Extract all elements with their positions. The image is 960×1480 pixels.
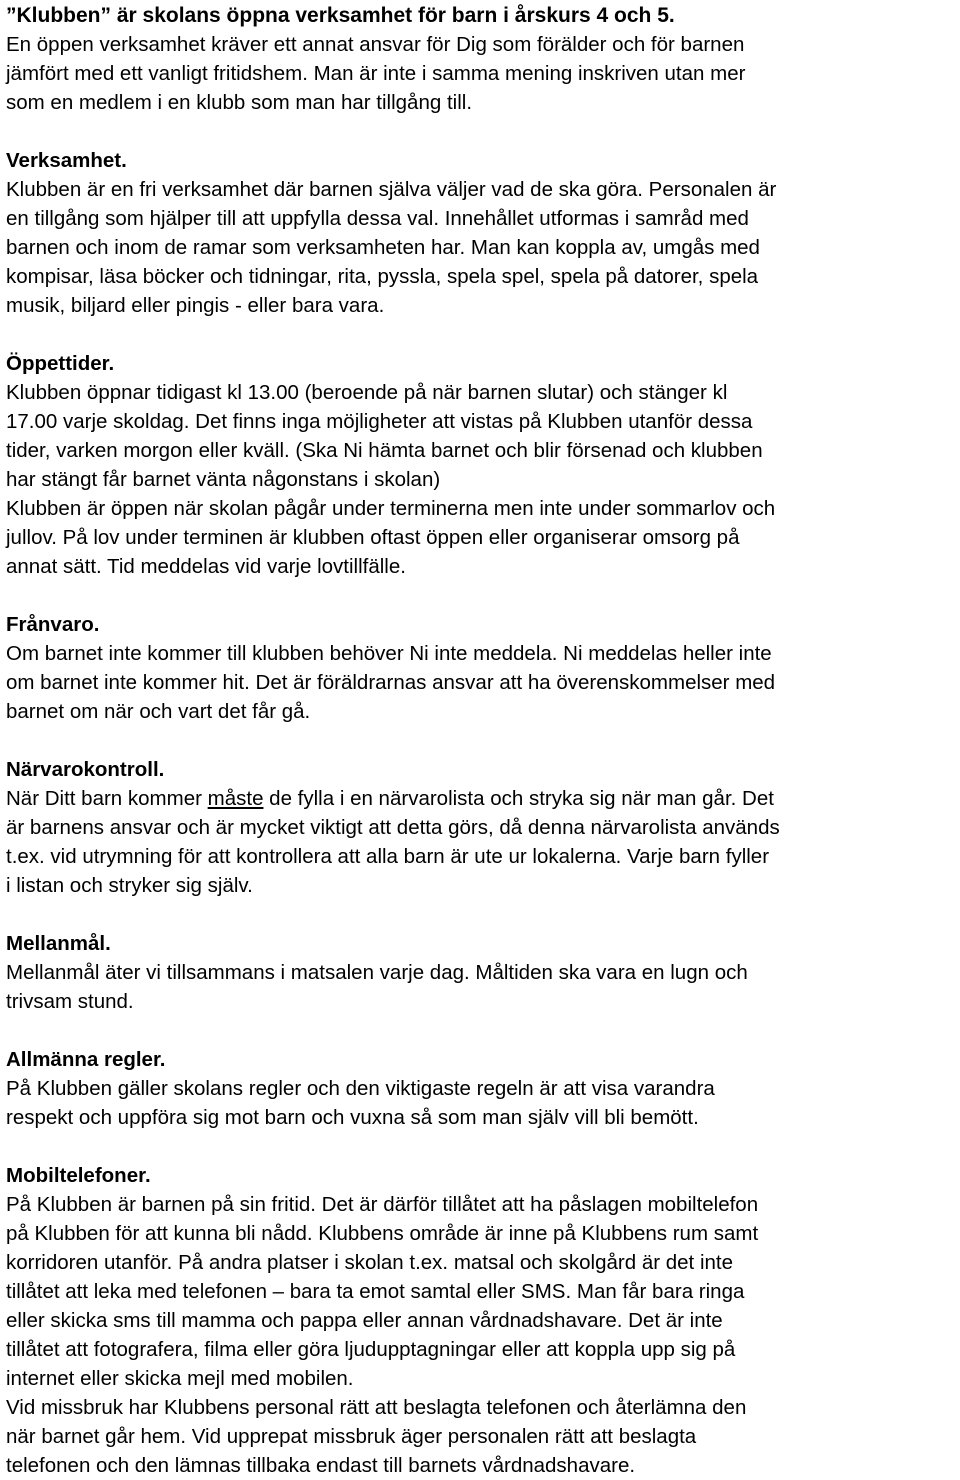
heading-mellanmal: Mellanmål. (6, 932, 111, 955)
document-title: ”Klubben” är skolans öppna verksamhet för barn i årskurs 4 och 5. (6, 4, 675, 27)
mobil-line: på Klubben för att kunna bli nådd. Klubbens område är inne på Klubbens rum samt (6, 1222, 759, 1245)
verksamhet-line: kompisar, läsa böcker och tidningar, rita, pyssla, spela spel, spela på datorer, spela (6, 265, 759, 288)
oppettider-line: jullov. På lov under terminen är klubben oftast öppen eller organiserar omsorg på (6, 526, 740, 549)
franvaro-line: om barnet inte kommer hit. Det är föräldrarnas ansvar att ha överenskommelser med (6, 671, 776, 694)
intro-line: som en medlem i en klubb som man har tillgång till. (6, 91, 473, 114)
mobil-line: eller skicka sms till mamma och pappa eller annan vårdnadshavare. Det är inte (6, 1309, 723, 1332)
mobil-line: telefonen och den lämnas tillbaka endast till barnets vårdnadshavare. (6, 1454, 636, 1477)
verksamhet-line: musik, biljard eller pingis - eller bara vara. (6, 294, 385, 317)
oppettider-line: har stängt får barnet vänta någonstans i skolan) (6, 468, 441, 491)
oppettider-line: Klubben öppnar tidigast kl 13.00 (beroende på när barnen slutar) och stänger kl (6, 381, 728, 404)
heading-franvaro: Frånvaro. (6, 613, 100, 636)
mellanmal-line: trivsam stund. (6, 990, 134, 1013)
regler-line: respekt och uppföra sig mot barn och vuxna så som man själv vill bli bemött. (6, 1106, 699, 1129)
oppettider-line: Klubben är öppen när skolan pågår under terminerna men inte under sommarlov och (6, 497, 776, 520)
narvaro-line-end: de fylla i en närvarolista och stryka sig när man går. Det (263, 787, 774, 810)
intro-line: jämfört med ett vanligt fritidshem. Man är inte i samma mening inskriven utan mer (6, 62, 746, 85)
mellanmal-line: Mellanmål äter vi tillsammans i matsalen varje dag. Måltiden ska vara en lugn och (6, 961, 748, 984)
regler-line: På Klubben gäller skolans regler och den viktigaste regeln är att visa varandra (6, 1077, 715, 1100)
mobil-line: internet eller skicka mejl med mobilen. (6, 1367, 354, 1390)
oppettider-line: tider, varken morgon eller kväll. (Ska Ni hämta barnet och blir försenad och klubben (6, 439, 763, 462)
verksamhet-line: en tillgång som hjälper till att uppfylla dessa val. Innehållet utformas i samråd med (6, 207, 749, 230)
heading-narvarokontroll: Närvarokontroll. (6, 758, 165, 781)
heading-mobiltelefoner: Mobiltelefoner. (6, 1164, 151, 1187)
heading-verksamhet: Verksamhet. (6, 149, 127, 172)
heading-allmanna-regler: Allmänna regler. (6, 1048, 166, 1071)
oppettider-line: 17.00 varje skoldag. Det finns inga möjligheter att vistas på Klubben utanför dessa (6, 410, 753, 433)
heading-oppettider: Öppettider. (6, 352, 115, 375)
mobil-line: tillåtet att fotografera, filma eller göra ljudupptagningar eller att koppla upp sig på (6, 1338, 736, 1361)
narvaro-line (6, 784, 960, 813)
franvaro-line: barnet om när och vart det får gå. (6, 700, 311, 723)
franvaro-line: Om barnet inte kommer till klubben behöver Ni inte meddela. Ni meddelas heller inte (6, 642, 772, 665)
intro-line: En öppen verksamhet kräver ett annat ansvar för Dig som förälder och för barnen (6, 33, 745, 56)
mobil-line: Vid missbruk har Klubbens personal rätt att beslagta telefonen och återlämna den (6, 1396, 747, 1419)
verksamhet-line: barnen och inom de ramar som verksamheten har. Man kan koppla av, umgås med (6, 236, 760, 259)
mobil-line: tillåtet att leka med telefonen – bara ta emot samtal eller SMS. Man får bara ringa (6, 1280, 745, 1303)
narvaro-line: i listan och stryker sig själv. (6, 874, 253, 897)
narvaro-line: t.ex. vid utrymning för att kontrollera att alla barn är ute ur lokalerna. Varje barn fyller (6, 845, 770, 868)
underlined-word: måste (207, 787, 264, 810)
narvaro-line: är barnens ansvar och är mycket viktigt att detta görs, då denna närvarolista används (6, 816, 780, 839)
mobil-line: korridoren utanför. På andra platser i skolan t.ex. matsal och skolgård är det inte (6, 1251, 733, 1274)
oppettider-line: annat sätt. Tid meddelas vid varje lovtillfälle. (6, 555, 406, 578)
narvaro-line-start: När Ditt barn kommer (6, 787, 208, 810)
verksamhet-line: Klubben är en fri verksamhet där barnen själva väljer vad de ska göra. Personalen är (6, 178, 777, 201)
mobil-line: På Klubben är barnen på sin fritid. Det är därför tillåtet att ha påslagen mobiltelefon (6, 1193, 759, 1216)
mobil-line: när barnet går hem. Vid upprepat missbruk äger personalen rätt att beslagta (6, 1425, 697, 1448)
